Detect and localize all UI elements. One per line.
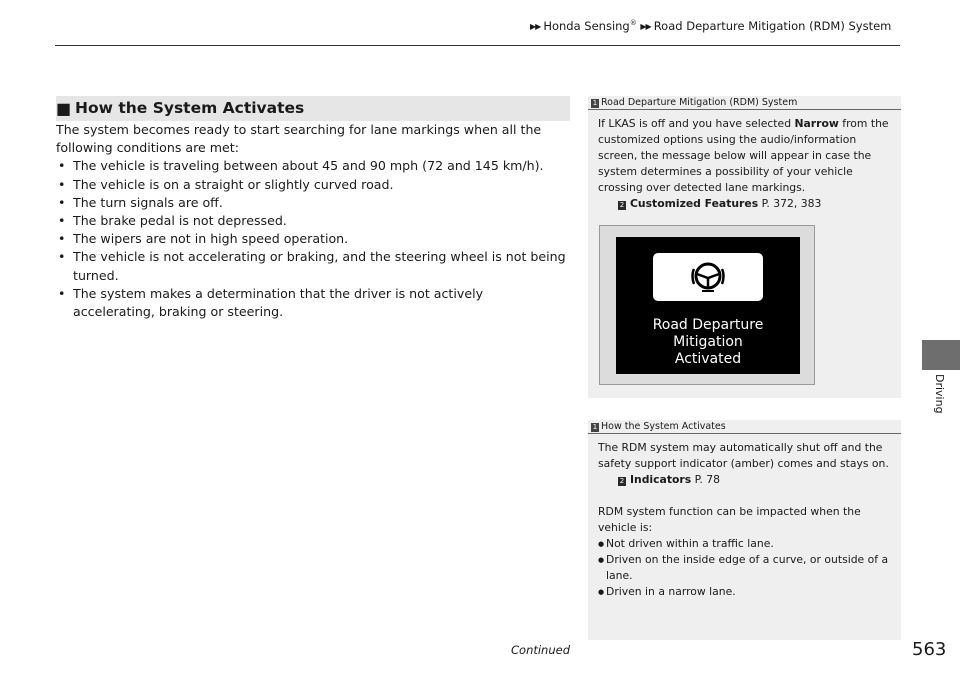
square-marker-icon: ■ xyxy=(56,99,72,118)
arrow-reference-icon: 2 xyxy=(619,201,625,209)
list-item: • The vehicle is not accelerating or braking, and the steering wheel is not being turned. xyxy=(56,248,566,284)
breadcrumb-part1: Honda Sensing xyxy=(543,19,630,33)
display-screen xyxy=(616,237,800,374)
cross-reference-link[interactable]: 2 Indicators P. 78 xyxy=(619,473,721,486)
reference-icon: 1 xyxy=(592,99,598,107)
note-body xyxy=(588,434,901,600)
registered-mark: ® xyxy=(629,19,637,28)
note-title: 1 Road Departure Mitigation (RDM) System xyxy=(588,96,901,110)
list-item: ● Not driven within a traffic lane. xyxy=(598,536,893,552)
reference-icon: 1 xyxy=(592,423,598,431)
display-message: Road Departure Mitigation Activated xyxy=(652,317,764,367)
steering-wheel-icon xyxy=(690,257,726,297)
note-paragraph: If LKAS is off and you have selected Narrow from the customized options using the audio/information screen, the message below will appear in case the system determines a possibility of your vehicle crossing over detected lane markings. xyxy=(598,117,889,194)
section-title: How the System Activates xyxy=(75,99,305,117)
list-item: • The wipers are not in high speed operation. xyxy=(56,230,566,248)
continued-label: Continued xyxy=(511,643,571,657)
header-rule xyxy=(55,45,900,46)
breadcrumb xyxy=(530,19,891,33)
note-paragraph: RDM system function can be impacted when the vehicle is: xyxy=(598,505,861,534)
list-item: ● Driven on the inside edge of a curve, or outside of a lane. xyxy=(598,552,893,584)
display-illustration xyxy=(599,225,815,385)
page-number: 563 xyxy=(912,639,947,660)
cross-reference-link[interactable]: 2 Customized Features P. 372, 383 xyxy=(619,197,822,210)
breadcrumb-part2: Road Departure Mitigation (RDM) System xyxy=(653,19,892,33)
conditions-list xyxy=(56,157,566,321)
note-body xyxy=(588,110,901,212)
list-item: • The brake pedal is not depressed. xyxy=(56,212,566,230)
intro-paragraph: The system becomes ready to start searching for lane markings when all the following conditions are met: xyxy=(56,122,542,156)
arrow-reference-icon: 2 xyxy=(619,477,625,485)
main-body xyxy=(56,121,566,321)
narrow-option: Narrow xyxy=(794,117,839,130)
double-triangle-icon: ▶▶ xyxy=(640,22,651,31)
list-item: • The system makes a determination that the driver is not actively accelerating, braking or steering. xyxy=(56,285,566,321)
list-item: • The vehicle is on a straight or slightly curved road. xyxy=(56,176,566,194)
double-triangle-icon: ▶▶ xyxy=(530,22,541,31)
section-heading xyxy=(56,96,570,121)
note-paragraph: The RDM system may automatically shut off and the safety support indicator (amber) comes and stays on. xyxy=(598,441,889,470)
note-title: 1 How the System Activates xyxy=(588,420,901,434)
list-item: • The turn signals are off. xyxy=(56,194,566,212)
list-item: • The vehicle is traveling between about 45 and 90 mph (72 and 145 km/h). xyxy=(56,157,566,175)
rdm-warning-icon xyxy=(653,253,763,301)
impact-list xyxy=(598,536,893,600)
note-how-activates xyxy=(588,420,901,640)
list-item: ● Driven in a narrow lane. xyxy=(598,584,893,600)
chapter-tab[interactable] xyxy=(922,340,960,370)
chapter-tab-label: Driving xyxy=(933,374,946,414)
spacer xyxy=(598,488,893,504)
